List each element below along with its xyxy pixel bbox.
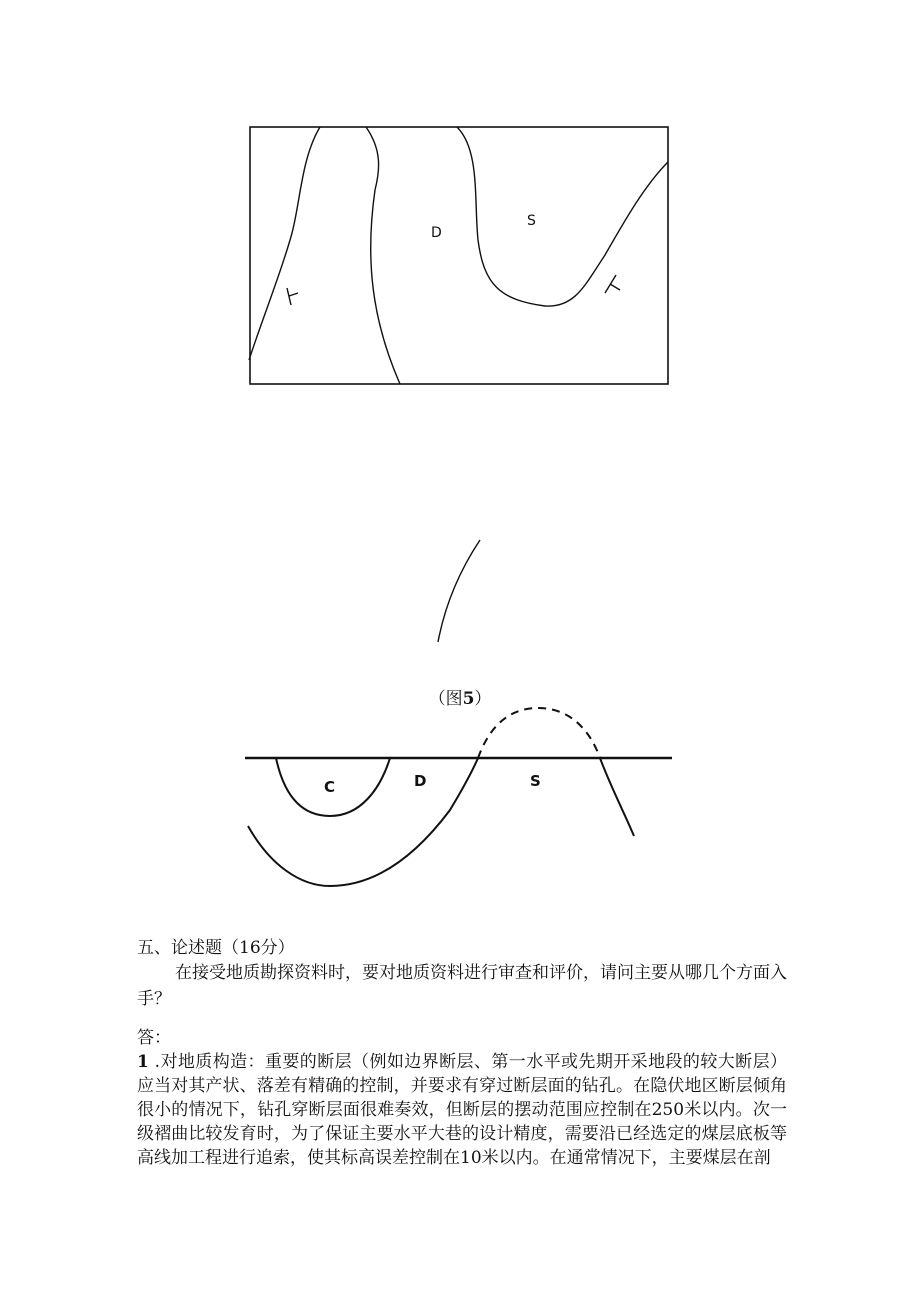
answer-number: 1	[137, 1052, 149, 1072]
answer-body	[137, 1050, 787, 1170]
section-title: 五、论述题（16分）	[137, 938, 295, 958]
answer-label: 答：	[137, 1028, 171, 1048]
boundary-middle-curve	[366, 127, 400, 384]
figure5-caption	[0, 684, 920, 709]
caption-close: ）	[474, 689, 492, 709]
answer-text: .对地质构造：重要的断层（例如边界断层、第一水平或先期开采地段的较大断层）应当对其产状、落差有精确的控制，并要求有穿过断层面的钻孔。在隐伏地区断层倾角很小的情况下，钻孔穿断层面很难奏效，但断层的摆动范围应控制在250米以内。次一级褶曲比较发育时，为了保证主要水平大巷的设计精度，需要沿已经选定的煤层底板等高线加工程进行追索，使其标高误差控制在10米以内。在通常情况下，主要煤层在剖	[137, 1052, 787, 1168]
map-label-d: D	[431, 225, 442, 241]
question-text: 在接受地质勘探资料时，要对地质资料进行审查和评价，请问主要从哪几个方面入手？	[137, 963, 787, 1009]
section-label-d: D	[414, 772, 427, 790]
upper-geologic-map	[249, 127, 668, 384]
boundary-left-curve	[249, 127, 320, 360]
anticline-eroded-dashed	[478, 708, 600, 758]
isolated-arc	[438, 540, 480, 642]
map-label-s: S	[527, 213, 536, 229]
boundary-right-curve	[457, 127, 668, 306]
strike-dip-symbol-left	[287, 288, 298, 305]
caption-open: （图	[428, 689, 463, 709]
section-label-c: C	[324, 778, 336, 796]
figure5-cross-section	[245, 708, 672, 886]
strike-dip-symbol-right	[605, 275, 620, 293]
limb-right-curve	[600, 758, 634, 836]
section-label-s: S	[530, 772, 541, 790]
caption-number: 5	[462, 689, 475, 709]
